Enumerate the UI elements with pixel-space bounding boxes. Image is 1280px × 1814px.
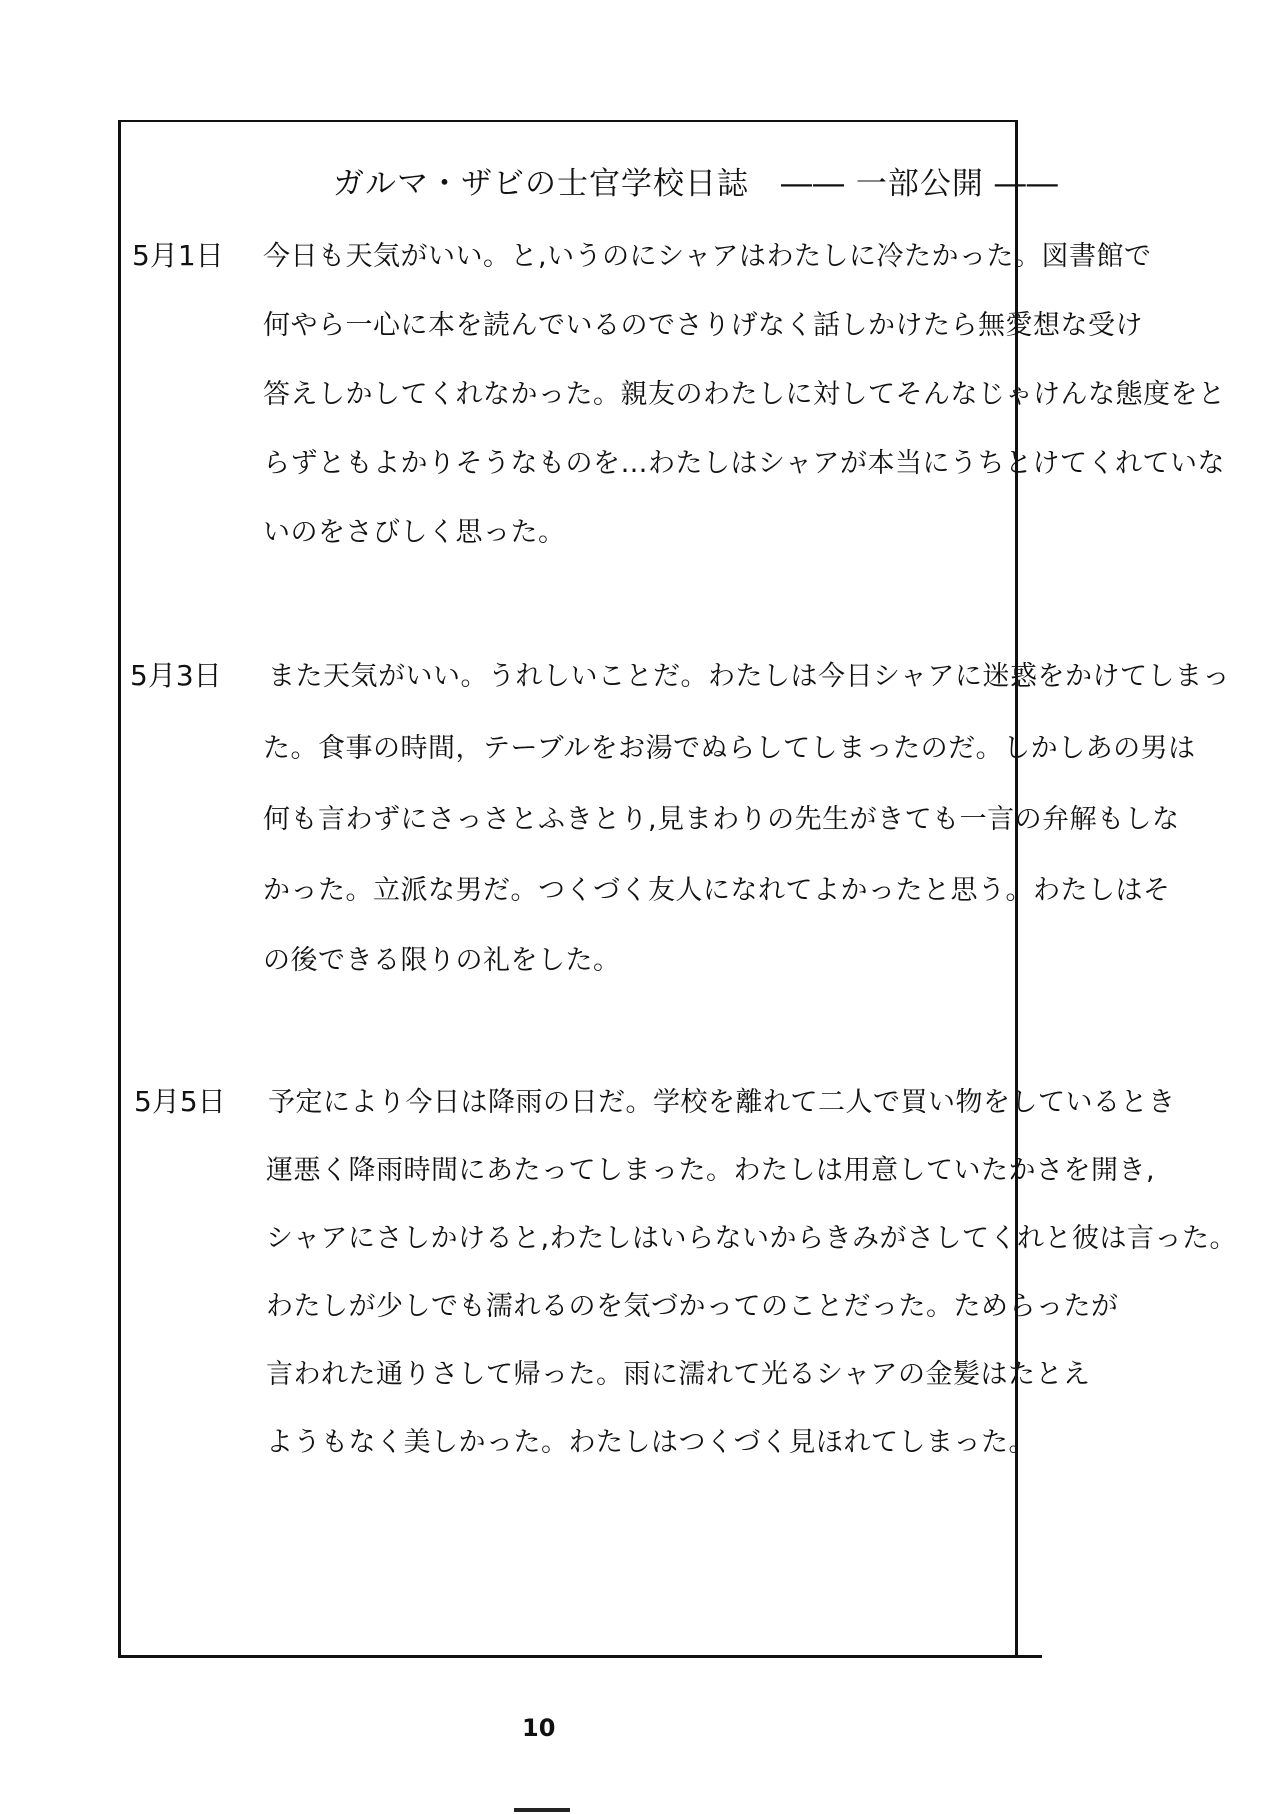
- entry-line: いのをさびしく思った。: [263, 517, 566, 548]
- entry-date-may-5: 5月5日: [134, 1085, 226, 1118]
- entry-line: また天気がいい。うれしいことだ。わたしは今日シャアに迷惑をかけてしまっ: [268, 661, 1230, 692]
- page-number: 10: [522, 1714, 556, 1742]
- frame-corner-tail: [1016, 1655, 1042, 1658]
- entry-line: の後できる限りの礼をした。: [263, 945, 621, 976]
- entry-date-may-1: 5月1日: [132, 239, 224, 272]
- entry-line: かった。立派な男だ。つくづく友人になれてよかったと思う。わたしはそ: [263, 875, 1171, 906]
- entry-line: 今日も天気がいい。と,いうのにシャアはわたしに冷たかった。図書館で: [263, 241, 1152, 272]
- entry-line: た。食事の時間，テーブルをお湯でぬらしてしまったのだ。しかしあの男は: [263, 733, 1196, 764]
- bottom-edge-mark: [514, 1808, 570, 1812]
- entry-line: 答えしかしてくれなかった。親友のわたしに対してそんなじゃけんな態度をと: [263, 379, 1226, 410]
- entry-line: らずともよかりそうなものを…わたしはシャアが本当にうちとけてくれていな: [263, 448, 1225, 479]
- entry-line: わたしが少しでも濡れるのを気づかってのことだった。ためらったが: [266, 1291, 1119, 1322]
- entry-line: 予定により今日は降雨の日だ。学校を離れて二人で買い物をしているとき: [268, 1087, 1176, 1118]
- diary-title: ガルマ・ザビの士官学校日誌 ―― 一部公開 ――: [333, 166, 1059, 202]
- entry-date-may-3: 5月3日: [130, 659, 222, 692]
- entry-line: 何やら一心に本を読んでいるのでさりげなく話しかけたら無愛想な受け: [263, 310, 1143, 341]
- entry-line: 何も言わずにさっさとふきとり,見まわりの先生がきても一言の弁解もしな: [263, 804, 1180, 835]
- entry-line: シャアにさしかけると,わたしはいらないからきみがさしてくれと彼は言った。: [266, 1223, 1238, 1254]
- entry-line: 運悪く降雨時間にあたってしまった。わたしは用意していたかさを開き,: [266, 1155, 1156, 1186]
- entry-line: ようもなく美しかった。わたしはつくづく見ほれてしまった。: [266, 1427, 1036, 1458]
- entry-line: 言われた通りさして帰った。雨に濡れて光るシャアの金髪はたとえ: [266, 1359, 1091, 1390]
